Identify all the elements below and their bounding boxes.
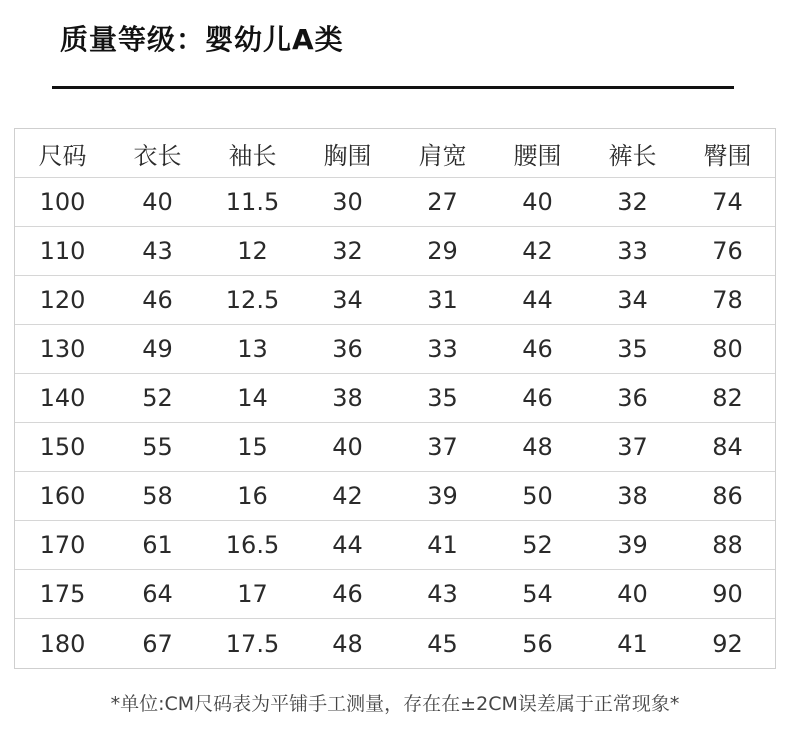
table-cell: 43	[142, 237, 173, 265]
table-cell: 150	[39, 433, 86, 461]
table-cell: 35	[427, 384, 458, 412]
table-cell: 120	[39, 286, 86, 314]
table-cell: 40	[522, 188, 553, 216]
table-header-row	[15, 129, 775, 178]
table-cell: 11.5	[225, 188, 280, 216]
table-cell: 31	[427, 286, 458, 314]
table-cell: 92	[712, 629, 743, 658]
table-cell: 16.5	[225, 531, 280, 559]
table-cell: 27	[427, 188, 458, 216]
header-cell-chest: 胸围	[323, 141, 372, 170]
table-cell: 12	[237, 237, 268, 265]
table-cell: 67	[142, 629, 173, 658]
table-cell: 34	[332, 286, 363, 314]
table-cell: 15	[237, 433, 268, 461]
measurement-footnote: *单位:CM尺码表为平铺手工测量，存在在±2CM误差属于正常现象*	[110, 693, 680, 715]
table-cell: 170	[39, 531, 86, 559]
table-cell: 17	[237, 580, 268, 608]
table-cell: 37	[617, 433, 648, 461]
table-cell: 41	[617, 629, 648, 658]
table-cell: 52	[522, 531, 553, 559]
header-cell-sleeve-length: 袖长	[228, 141, 277, 170]
table-cell: 32	[617, 188, 648, 216]
table-cell: 46	[522, 335, 553, 363]
table-cell: 48	[522, 433, 553, 461]
table-cell: 43	[427, 580, 458, 608]
table-cell: 110	[39, 237, 86, 265]
table-row	[15, 374, 775, 423]
table-cell: 33	[427, 335, 458, 363]
table-cell: 88	[712, 531, 743, 559]
table-cell: 36	[332, 335, 363, 363]
header-cell-size: 尺码	[38, 141, 87, 170]
table-cell: 160	[39, 482, 86, 510]
table-cell: 39	[617, 531, 648, 559]
page-title: 质量等级：婴幼儿A类	[60, 23, 344, 56]
table-cell: 45	[427, 629, 458, 658]
table-row	[15, 178, 775, 227]
table-row	[15, 325, 775, 374]
table-cell: 180	[39, 629, 86, 658]
table-cell: 42	[522, 237, 553, 265]
table-cell: 54	[522, 580, 553, 608]
table-row	[15, 423, 775, 472]
table-row	[15, 276, 775, 325]
table-cell: 58	[142, 482, 173, 510]
table-cell: 38	[332, 384, 363, 412]
table-cell: 140	[39, 384, 86, 412]
table-cell: 46	[332, 580, 363, 608]
table-cell: 40	[617, 580, 648, 608]
table-cell: 55	[142, 433, 173, 461]
table-row	[15, 619, 775, 668]
table-cell: 78	[712, 286, 743, 314]
table-cell: 34	[617, 286, 648, 314]
table-cell: 175	[39, 580, 86, 608]
size-chart-table	[14, 128, 776, 669]
table-cell: 90	[712, 580, 743, 608]
table-cell: 130	[39, 335, 86, 363]
table-cell: 46	[142, 286, 173, 314]
table-cell: 38	[617, 482, 648, 510]
table-cell: 44	[332, 531, 363, 559]
table-cell: 42	[332, 482, 363, 510]
table-cell: 33	[617, 237, 648, 265]
header-cell-pants-length: 裤长	[608, 141, 657, 170]
table-cell: 64	[142, 580, 173, 608]
table-cell: 48	[332, 629, 363, 658]
table-cell: 29	[427, 237, 458, 265]
table-cell: 80	[712, 335, 743, 363]
table-cell: 13	[237, 335, 268, 363]
table-cell: 30	[332, 188, 363, 216]
table-cell: 46	[522, 384, 553, 412]
table-cell: 49	[142, 335, 173, 363]
table-row	[15, 227, 775, 276]
table-row	[15, 472, 775, 521]
table-cell: 50	[522, 482, 553, 510]
table-cell: 14	[237, 384, 268, 412]
table-cell: 44	[522, 286, 553, 314]
table-cell: 86	[712, 482, 743, 510]
table-cell: 40	[332, 433, 363, 461]
table-cell: 37	[427, 433, 458, 461]
table-cell: 12.5	[225, 286, 280, 314]
table-cell: 76	[712, 237, 743, 265]
table-row	[15, 570, 775, 619]
table-cell: 56	[522, 629, 553, 658]
header-cell-top-length: 衣长	[133, 141, 182, 170]
header-cell-shoulder: 肩宽	[418, 141, 467, 170]
table-cell: 35	[617, 335, 648, 363]
header-cell-hip: 臀围	[703, 141, 752, 170]
table-cell: 84	[712, 433, 743, 461]
table-row	[15, 521, 775, 570]
table-cell: 32	[332, 237, 363, 265]
header-cell-waist: 腰围	[513, 141, 562, 170]
table-cell: 41	[427, 531, 458, 559]
table-cell: 74	[712, 188, 743, 216]
table-cell: 82	[712, 384, 743, 412]
table-cell: 52	[142, 384, 173, 412]
table-cell: 40	[142, 188, 173, 216]
table-cell: 39	[427, 482, 458, 510]
table-cell: 16	[237, 482, 268, 510]
table-cell: 36	[617, 384, 648, 412]
table-cell: 17.5	[225, 629, 280, 658]
title-divider	[52, 86, 734, 89]
table-cell: 100	[39, 188, 86, 216]
table-cell: 61	[142, 531, 173, 559]
